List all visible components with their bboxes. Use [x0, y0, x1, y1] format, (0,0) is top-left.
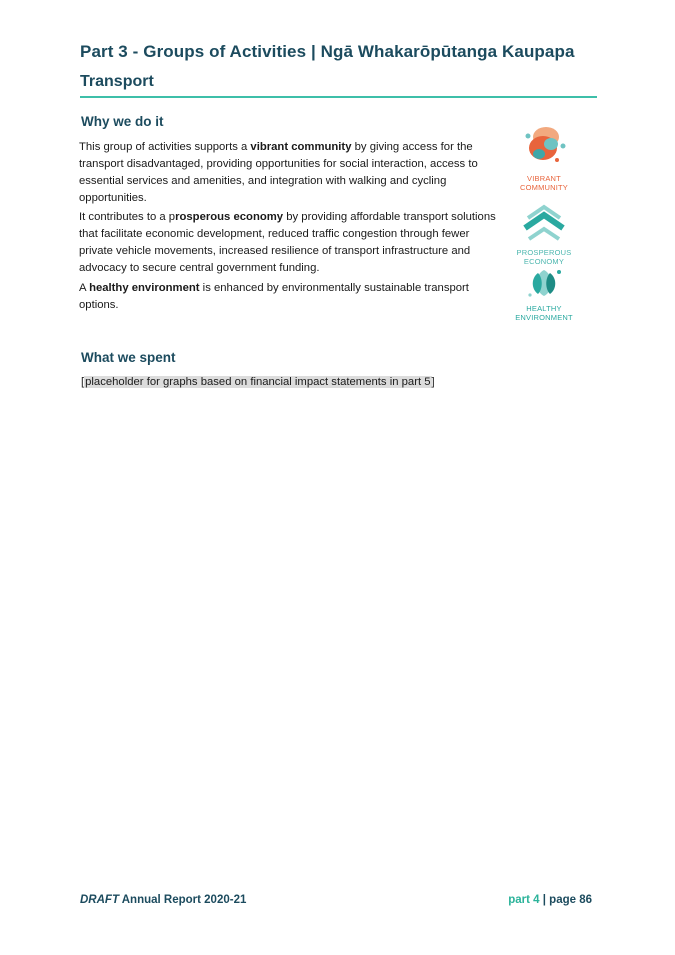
- paragraph-prosperous: It contributes to a prosperous economy by providing affordable transport solutions that facilitate economic development, reduced traffic congestion through fewer private vehicle movements, increased resilience of transport infrastructure and advocacy to secure central government funding.: [79, 211, 496, 274]
- vibrant-community-badge: [508, 123, 580, 192]
- prosperous-label-line1: PROSPEROUS: [516, 248, 572, 257]
- paragraph-vibrant: This group of activities supports a vibrant community by giving access for the transport disadvantaged, providing opportunities for social interaction, access to essential services and amenities, and integration with walking and cycling opportunities.: [79, 141, 478, 204]
- spent-heading: What we spent: [81, 350, 176, 365]
- healthy-environment-badge: [508, 267, 580, 322]
- paragraph-healthy: A healthy environment is enhanced by environmentally sustainable transport options.: [79, 282, 469, 311]
- footer-report-title: DRAFT Annual Report 2020-21: [80, 894, 247, 906]
- why-body: [79, 139, 499, 314]
- prosperous-label-line2: ECONOMY: [523, 257, 565, 266]
- vibrant-community-icon: [519, 123, 569, 169]
- vibrant-label-line1: VIBRANT: [527, 174, 561, 183]
- footer-page-info: part 4 | page 86: [508, 894, 592, 906]
- why-heading: Why we do it: [81, 114, 164, 129]
- placeholder-text: placeholder for graphs based on financial impact statements in part 5: [85, 376, 431, 388]
- footer-part: part 4: [508, 894, 540, 906]
- healthy-environment-icon: [524, 267, 564, 299]
- page-title: Part 3 - Groups of Activities | Ngā Whakarōpūtanga Kaupapa: [80, 42, 575, 61]
- prosperous-economy-badge: [508, 203, 580, 266]
- healthy-label-line2: ENVIRONMENT: [515, 313, 573, 322]
- footer-page-number: page 86: [549, 894, 592, 906]
- healthy-label-line1: HEALTHY: [526, 304, 562, 313]
- prosperous-economy-icon: [519, 203, 569, 243]
- graph-placeholder: [placeholder for graphs based on financial impact statements in part 5]: [81, 376, 435, 388]
- vibrant-label-line2: COMMUNITY: [519, 183, 569, 192]
- section-title: Transport: [80, 73, 154, 90]
- title-divider: [80, 96, 597, 98]
